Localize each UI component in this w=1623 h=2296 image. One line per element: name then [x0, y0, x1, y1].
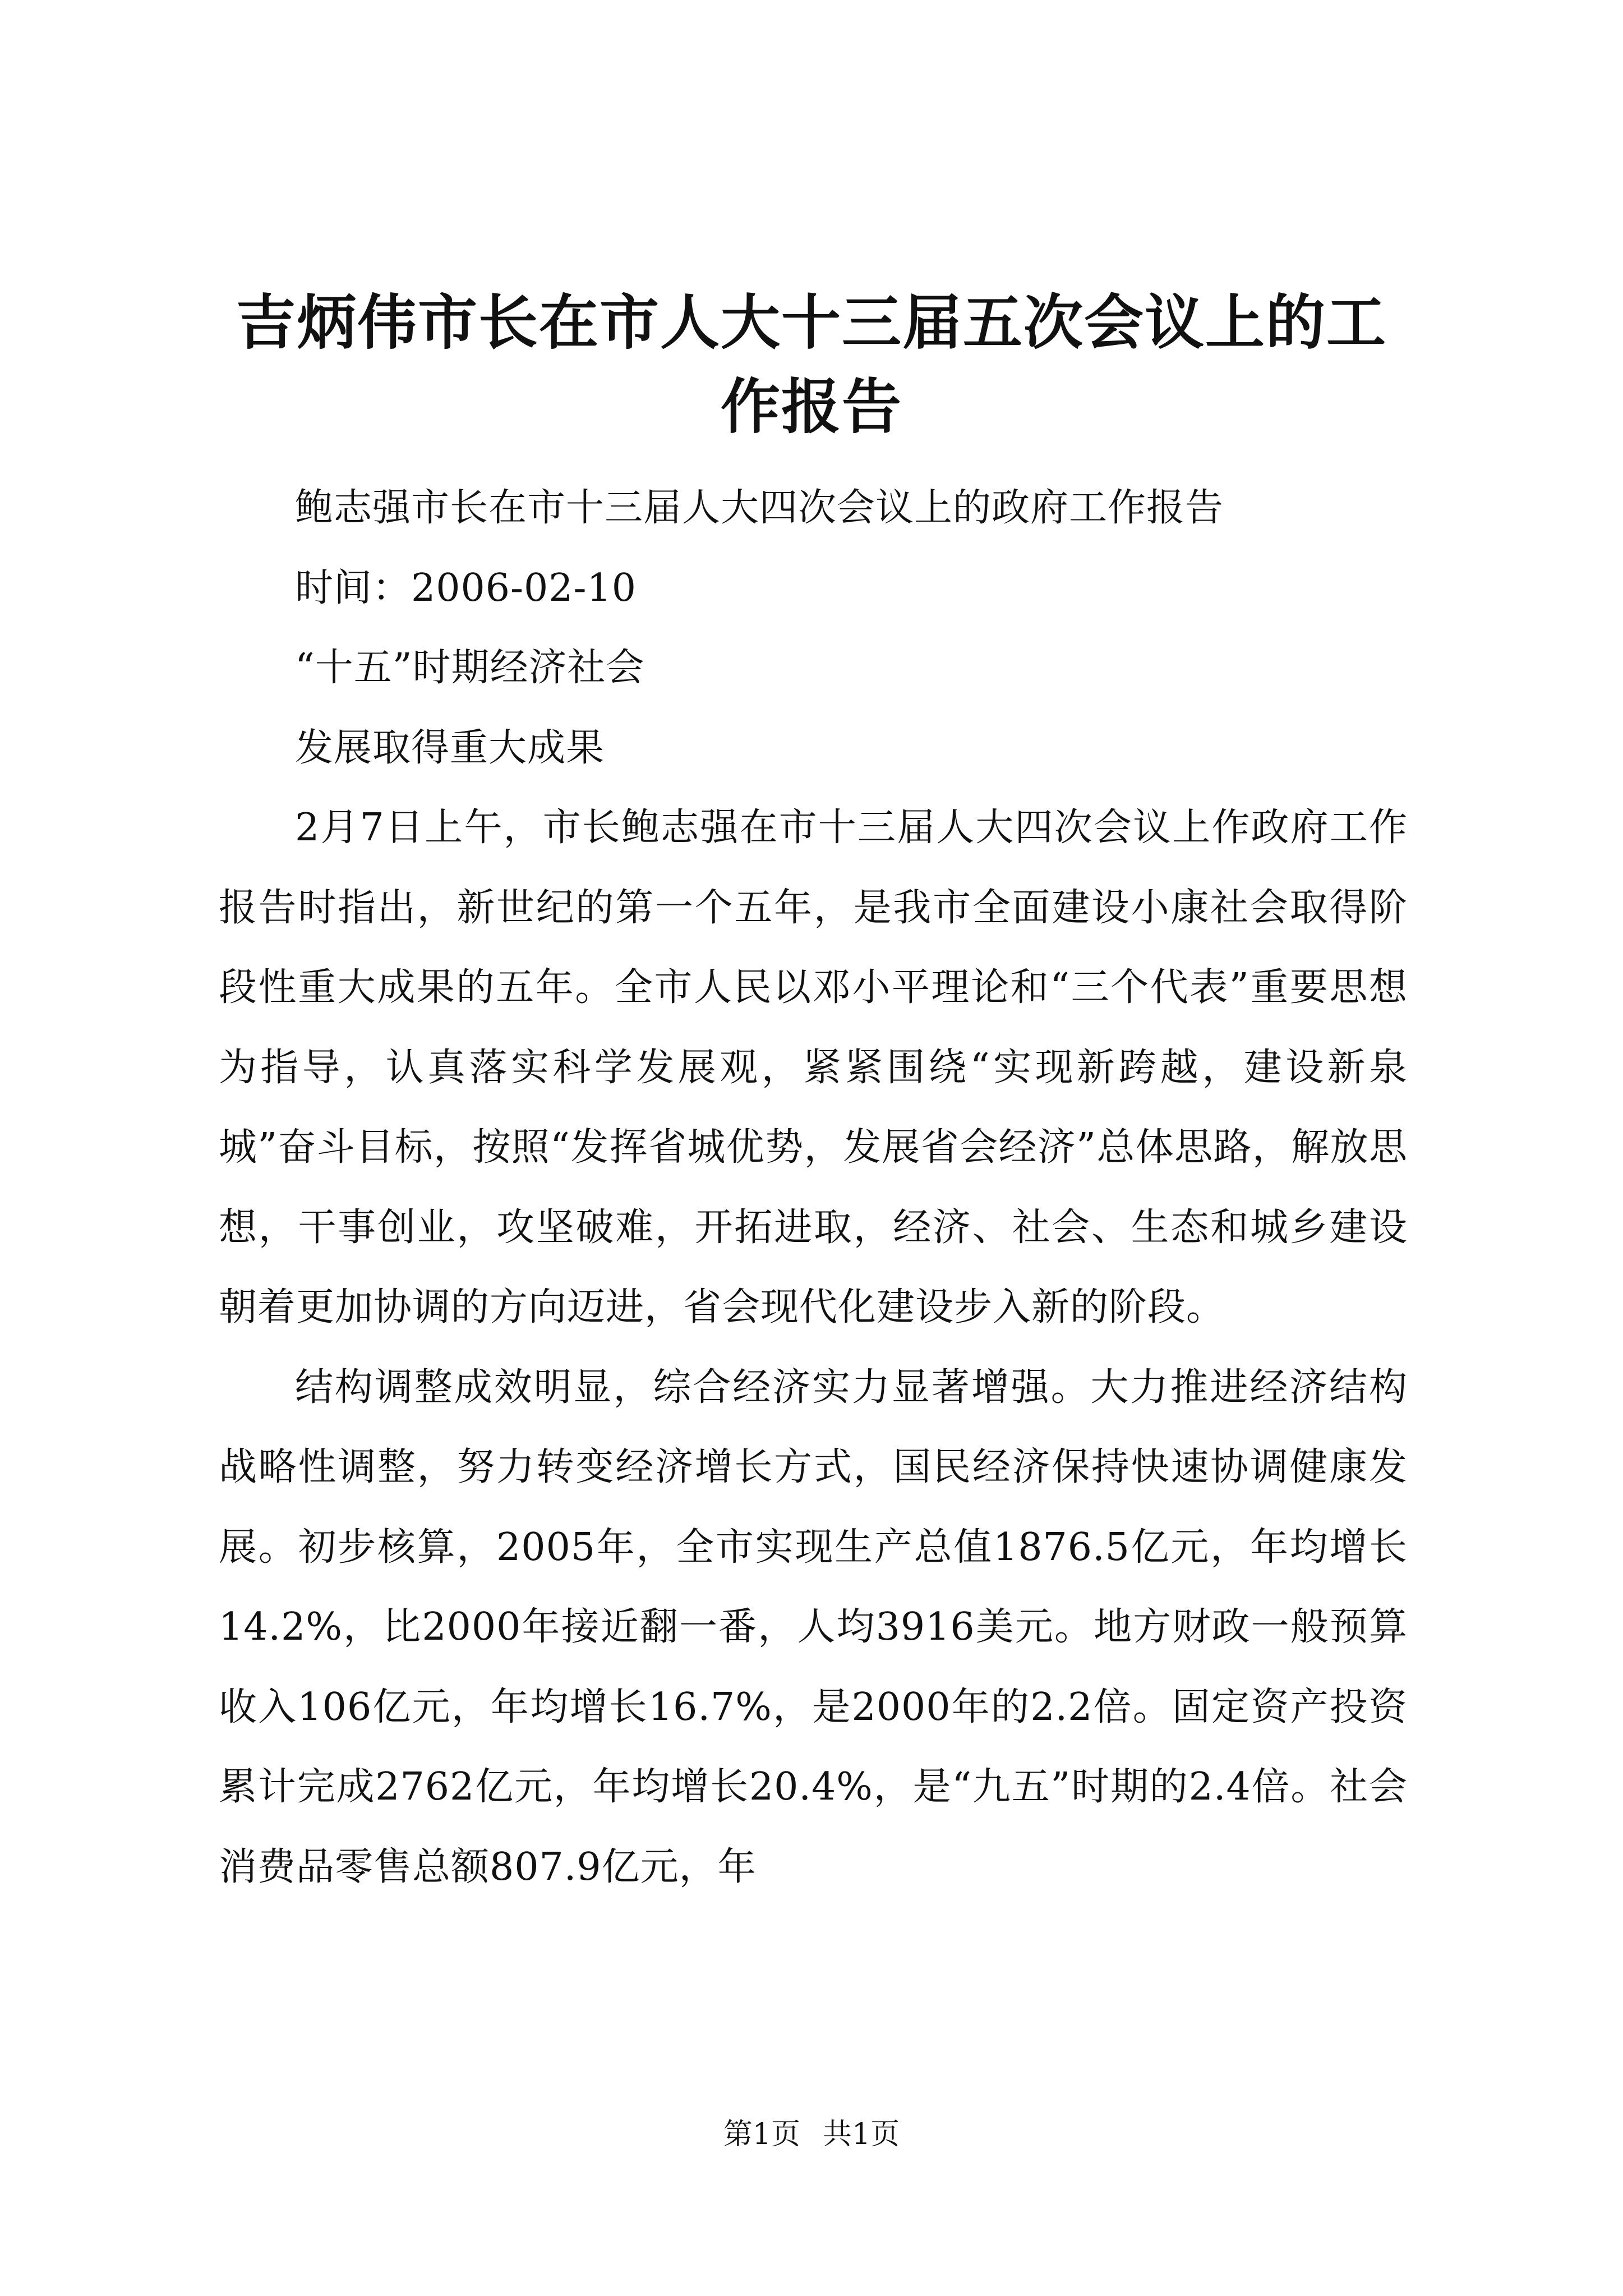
paragraph-body-1: 2月7日上午，市长鲍志强在市十三届人大四次会议上作政府工作报告时指出，新世纪的第一个五年，是我市全面建设小康社会取得阶段性重大成果的五年。全市人民以邓小平理论和“三个代表”重要思想为指导，认真落实科学发展观，紧紧围绕“实现新跨越，建设新泉城”奋斗目标，按照“发挥省城优势，发展省会经济”总体思路，解放思想，干事创业，攻坚破难，开拓进取，经济、社会、生态和城乡建设朝着更加协调的方向迈进，省会现代化建设步入新的阶段。	[219, 806, 1408, 1329]
paragraph-heading-2: 发展取得重大成果	[295, 725, 605, 770]
page-footer	[0, 2115, 1623, 2154]
paragraph-heading-1: “十五”时期经济社会	[295, 646, 645, 690]
paragraph-date: 时间：2006-02-10	[295, 565, 637, 610]
document-body	[219, 468, 1408, 1907]
paragraph-body-2: 结构调整成效明显，综合经济实力显著增强。大力推进经济结构战略性调整，努力转变经济增长方式，国民经济保持快速协调健康发展。初步核算，2005年，全市实现生产总值1876.5亿元，年均增长14.2%，比2000年接近翻一番，人均3916美元。地方财政一般预算收入106亿元，年均增长16.7%，是2000年的2.2倍。固定资产投资累计完成2762亿元，年均增长20.4%，是“九五”时期的2.4倍。社会消费品零售总额807.9亿元，年	[219, 1365, 1408, 1889]
page-total: 共1页	[823, 2118, 900, 2151]
document-title: 吉炳伟市长在市人大十三届五次会议上的工作报告	[236, 287, 1387, 441]
page-number: 第1页	[723, 2118, 800, 2151]
paragraph-subtitle: 鲍志强市长在市十三届人大四次会议上的政府工作报告	[295, 486, 1224, 530]
